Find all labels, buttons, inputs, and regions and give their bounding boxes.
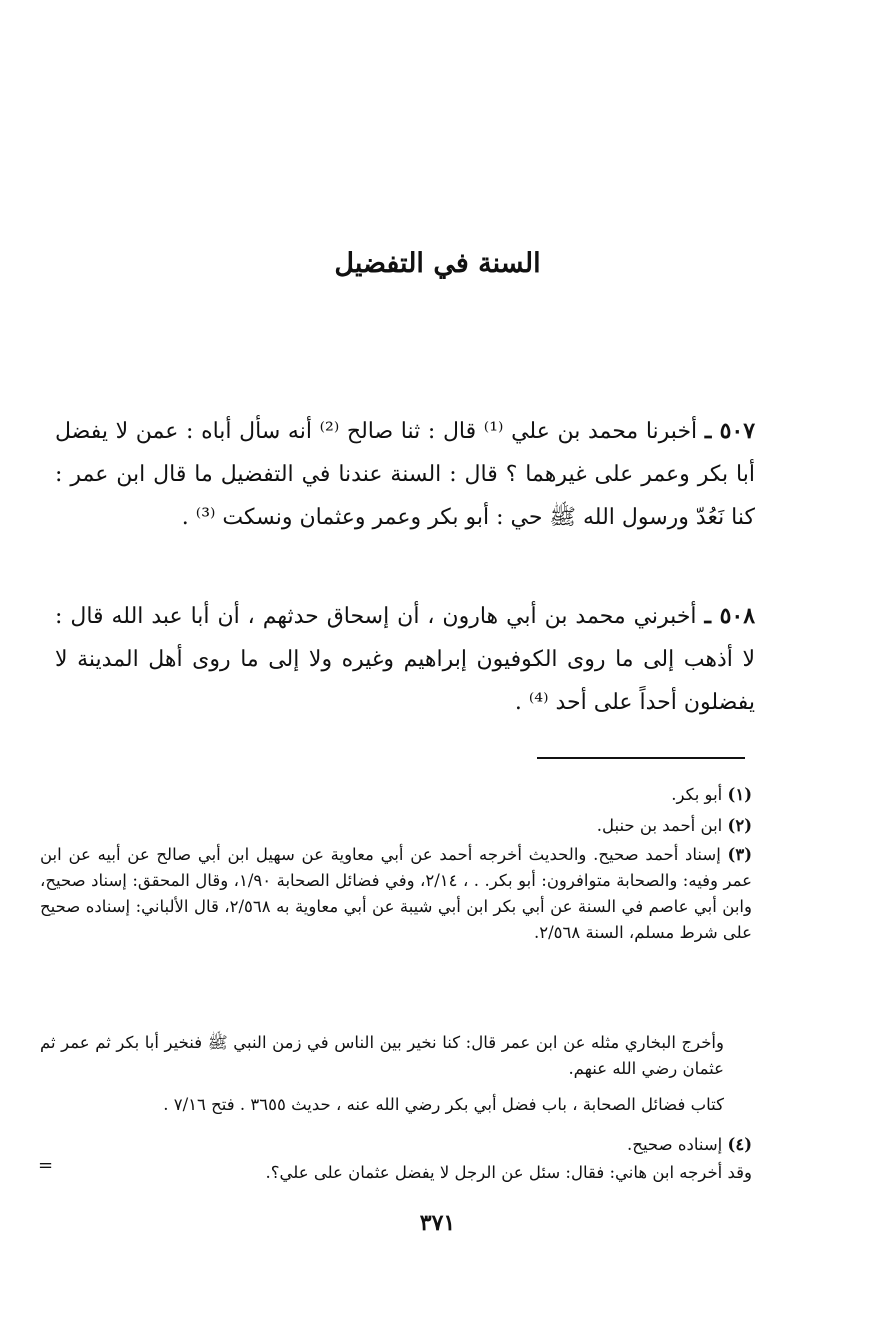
hadith-507 <box>55 410 755 539</box>
chapter-title: السنة في التفضيل <box>334 248 541 279</box>
footnote-4 <box>40 1132 752 1158</box>
footnote-text: أبو بكر. <box>671 785 723 804</box>
hadith-number: ٥٠٨ ـ <box>704 603 756 629</box>
page-number: ٣٧١ <box>419 1210 456 1236</box>
footnote-2 <box>40 813 752 839</box>
footnote-text: إسناد أحمد صحيح. والحديث أخرجه أحمد عن أبي معاوية عن سهيل ابن أبي صالح عن أبيه عن ابن عمر وفيه: والصحابة متوافرون: أبو بكر. . ، ٢/١٤، وفي فضائل الصحابة ١/٩٠، وقال المحقق: إسناد صحيح، وابن أبي عاصم في السنة عن أبي بكر ابن أبي شيبة عن أبي معاوية به ٢/٥٦٨، قال الألباني: إسناده صحيح على شرط مسلم، السنة ٢/٥٦٨. <box>40 845 752 942</box>
footnote-text: إسناده صحيح. <box>627 1135 723 1154</box>
hadith-text: أخبرني محمد بن أبي هارون ، أن إسحاق حدثهم ، أن أبا عبد الله قال : لا أذهب إلى ما روى الكوفيون إبراهيم وغيره ولا إلى ما روى أهل المدينة لا يفضلون أحداً على أحد ⁽⁴⁾ . <box>55 604 755 715</box>
footnote-3-source: كتاب فضائل الصحابة ، باب فضل أبي بكر رضي الله عنه ، حديث ٣٦٥٥ . فتح ٧/١٦ . <box>163 1095 724 1114</box>
footnote-marker: (٣) <box>727 845 753 864</box>
footnote-text: ابن أحمد بن حنبل. <box>596 816 723 835</box>
footnote-marker: (٢) <box>727 816 752 835</box>
footnote-3-extra: وأخرج البخاري مثله عن ابن عمر قال: كنا نخير بين الناس في زمن النبي ﷺ فنخير أبا بكر ثم عمر ثم عثمان رضي الله عنهم. <box>40 1033 724 1078</box>
footnote-separator <box>537 757 745 759</box>
continuation-mark: = <box>38 1155 54 1176</box>
footnote-4-extra: وقد أخرجه ابن هاني: فقال: سئل عن الرجل لا يفضل عثمان على علي؟. <box>265 1163 752 1182</box>
footnote-marker: (١) <box>727 785 752 804</box>
hadith-508 <box>55 595 755 724</box>
hadith-text: أخبرنا محمد بن علي ⁽¹⁾ قال : ثنا صالح ⁽²⁾ أنه سأل أباه : عمن لا يفضل أبا بكر وعمر على غيرهما ؟ قال : السنة عندنا في التفضيل ما قال ابن عمر : كنا نَعُدّ ورسول الله ﷺ حي : أبو بكر وعمر وعثمان ونسكت ⁽³⁾ . <box>55 419 755 530</box>
hadith-number: ٥٠٧ ـ <box>704 418 756 444</box>
footnote-1 <box>40 782 752 808</box>
footnote-marker: (٤) <box>727 1135 752 1154</box>
footnote-3 <box>40 842 752 946</box>
